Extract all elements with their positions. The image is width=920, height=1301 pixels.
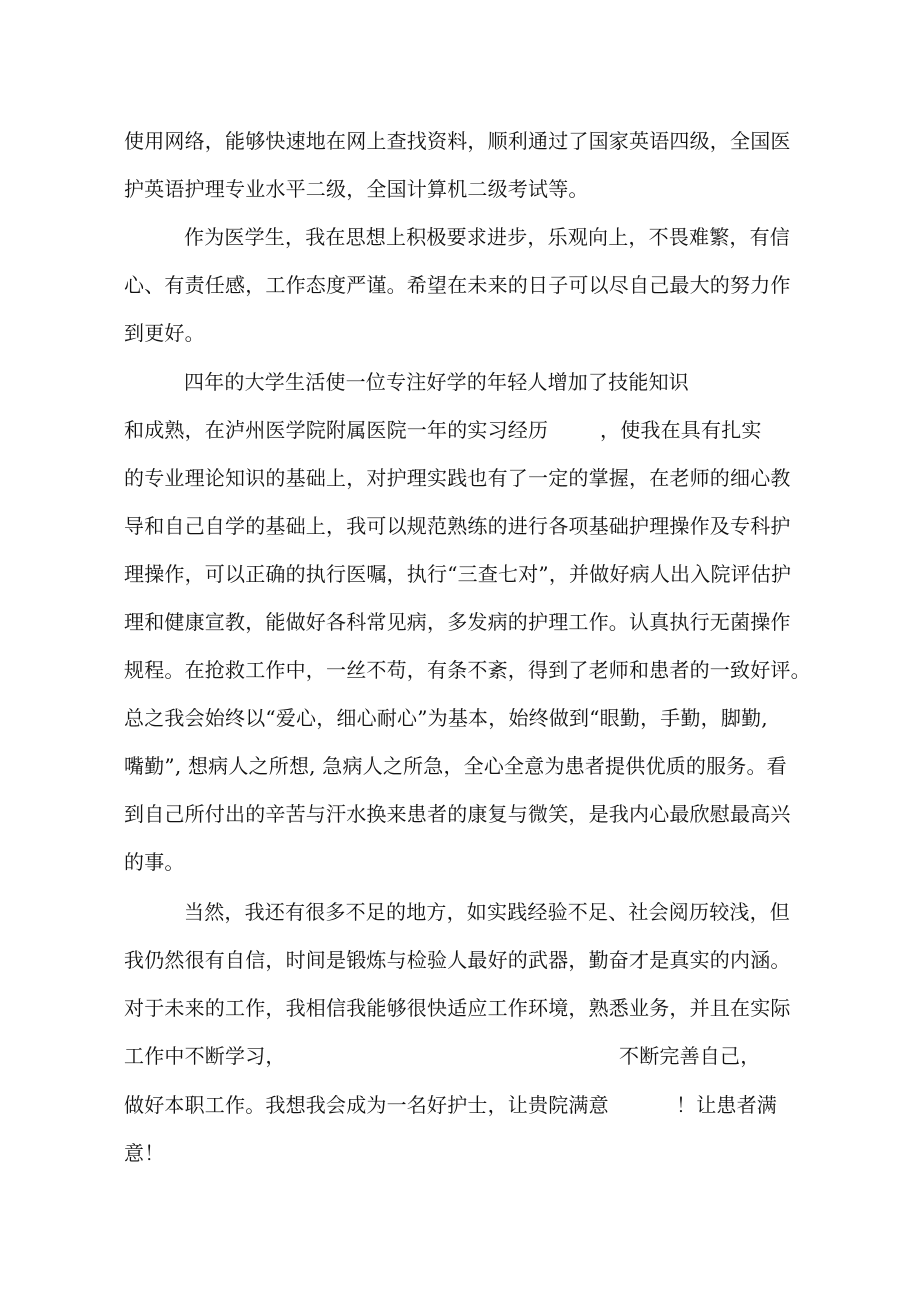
paragraph-3-line-6: 理和健康宣教，能做好各科常见病，多发病的护理工作。认真执行无菌操作: [124, 610, 791, 634]
paragraph-3-line-11: 的事。: [124, 850, 185, 874]
paragraph-4-line-3: 对于未来的工作，我相信我能够很快适应工作环境，熟悉业务，并且在实际: [124, 996, 791, 1020]
paragraph-4-line-6: 意！: [124, 1141, 165, 1165]
paragraph-3-line-3: 的专业理论知识的基础上，对护理实践也有了一定的掌握，在老师的细心教: [124, 466, 791, 490]
paragraph-3-line-2b: ，使我在具有扎实: [600, 418, 762, 442]
paragraph-4-line-4a: 工作中不断学习，: [124, 1044, 286, 1068]
paragraph-4-line-2: 我仍然很有自信，时间是锻炼与检验人最好的武器，勤奋才是真实的内涵。: [124, 948, 791, 972]
paragraph-3-line-1: 四年的大学生活使一位专注好学的年轻人增加了技能知识: [184, 370, 689, 394]
paragraph-3-line-9: 嘴勤”, 想病人之所想, 急病人之所急，全心全意为患者提供优质的服务。看: [124, 754, 787, 778]
paragraph-4-line-5a: 做好本职工作。我想我会成为一名好护士，让贵院满意: [124, 1093, 609, 1117]
paragraph-3-line-4: 导和自己自学的基础上，我可以规范熟练的进行各项基础护理操作及专科护: [124, 514, 791, 538]
paragraph-3-line-10: 到自己所付出的辛苦与汗水换来患者的康复与微笑，是我内心最欣慰最高兴: [124, 802, 791, 826]
paragraph-4-line-5b: ！让患者满: [676, 1093, 777, 1117]
paragraph-3-line-7: 规程。在抢救工作中，一丝不苟，有条不紊，得到了老师和患者的一致好评。: [124, 658, 811, 682]
paragraph-1-line-2: 护英语护理专业水平二级，全国计算机二级考试等。: [124, 177, 589, 201]
paragraph-1-line-1: 使用网络，能够快速地在网上查找资料，顺利通过了国家英语四级，全国医: [124, 129, 791, 153]
paragraph-3-line-2a: 和成熟，在泸州医学院附属医院一年的实习经历: [124, 418, 549, 442]
paragraph-2-line-2: 心、有责任感，工作态度严谨。希望在未来的日子可以尽自己最大的努力作: [124, 273, 791, 297]
paragraph-4-line-4b: 不断完善自己，: [619, 1044, 761, 1068]
paragraph-2-line-3: 到更好。: [124, 321, 205, 345]
paragraph-4-line-1: 当然，我还有很多不足的地方，如实践经验不足、社会阅历较浅，但: [184, 900, 790, 924]
paragraph-3-line-5: 理操作，可以正确的执行医嘱，执行“三查七对”，并做好病人出入院评估护: [124, 562, 792, 586]
paragraph-2-line-1: 作为医学生，我在思想上积极要求进步，乐观向上，不畏难繁，有信: [184, 225, 790, 249]
paragraph-3-line-8: 总之我会始终以“爱心，细心耐心”为基本，始终做到“眼勤，手勤，脚勤,: [124, 706, 768, 730]
